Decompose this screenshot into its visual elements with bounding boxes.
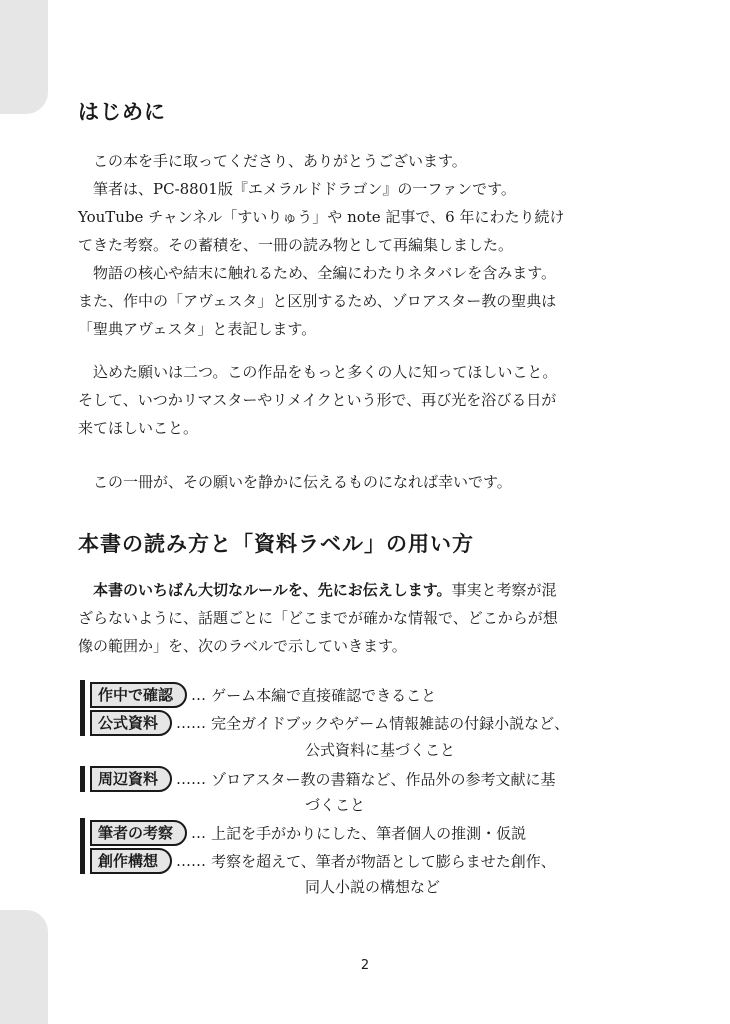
label-pill: 筆者の考察 [90, 820, 187, 846]
legend-bar-group-1 [80, 680, 85, 736]
label-row [90, 710, 569, 736]
label-dots: …… [176, 770, 207, 788]
label-dots: …… [176, 852, 207, 870]
label-row [90, 848, 556, 874]
label-description: ゲーム本編で直接確認できること [211, 686, 437, 705]
label-row [90, 766, 556, 792]
intro-paragraph-2: 込めた願いは二つ。この作品をもっと多くの人に知ってほしいこと。 そして、いつかリマスターやリメイクという形で、再び光を浴びる日が 来てほしいこと。 [78, 363, 558, 437]
label-description-continued: づくこと [305, 796, 366, 814]
page-number: 2 [360, 958, 370, 973]
label-pill: 創作構想 [90, 848, 172, 874]
label-description: 完全ガイドブックやゲーム情報雑誌の付録小説など、 [211, 714, 570, 733]
label-row [90, 820, 526, 846]
label-description-continued: 同人小説の構想など [305, 878, 441, 896]
label-description: ゾロアスター教の書籍など、作品外の参考文献に基 [211, 770, 556, 789]
intro-paragraph-3: この一冊が、その願いを静かに伝えるものになれば幸いです。 [78, 473, 512, 491]
label-dots: … [191, 824, 207, 842]
label-row [90, 682, 436, 708]
howto-lead-bold: 本書のいちばん大切なルールを、先にお伝えします。 [93, 581, 452, 599]
label-description: 考察を超えて、筆者が物語として膨らませた創作、 [211, 852, 556, 871]
label-dots: … [191, 686, 207, 704]
howto-paragraph [78, 576, 648, 660]
page-corner-tab-top [0, 0, 48, 114]
section-heading-intro: はじめに [78, 100, 166, 124]
label-description: 上記を手がかりにした、筆者個人の推測・仮説 [211, 824, 527, 843]
section-heading-howto: 本書の読み方と「資料ラベル」の用い方 [78, 532, 474, 556]
intro-paragraph-1: この本を手に取ってくださり、ありがとうございます。 筆者は、PC-8801版『エメラルドドラゴン』の一ファンです。 YouTube チャンネル「すいりゅう」や note 記事で、6 年にわたり続け てきた考察。その蓄積を、一冊の読み物として再編集しました。 物語の核心や結末に触れるため、全編にわたりネタバレを含みます。 また、作中の「アヴェスタ」と区別するため、ゾロアスター教の聖典は 「聖典アヴェスタ」と表記します。 [78, 152, 565, 338]
label-description-continued: 公式資料に基づくこと [305, 741, 456, 759]
label-dots: …… [176, 714, 207, 732]
howto-lead-rest: 事実と考察が混 ざらないように、話題ごとに「どこまでが確かな情報で、どこからが想 像の範囲か」を、次のラベルで示していきます。 [78, 581, 558, 655]
label-pill: 公式資料 [90, 710, 172, 736]
legend-bar-group-3 [80, 818, 85, 874]
label-pill: 周辺資料 [90, 766, 172, 792]
label-pill: 作中で確認 [90, 682, 187, 708]
legend-bar-group-2 [80, 766, 85, 792]
